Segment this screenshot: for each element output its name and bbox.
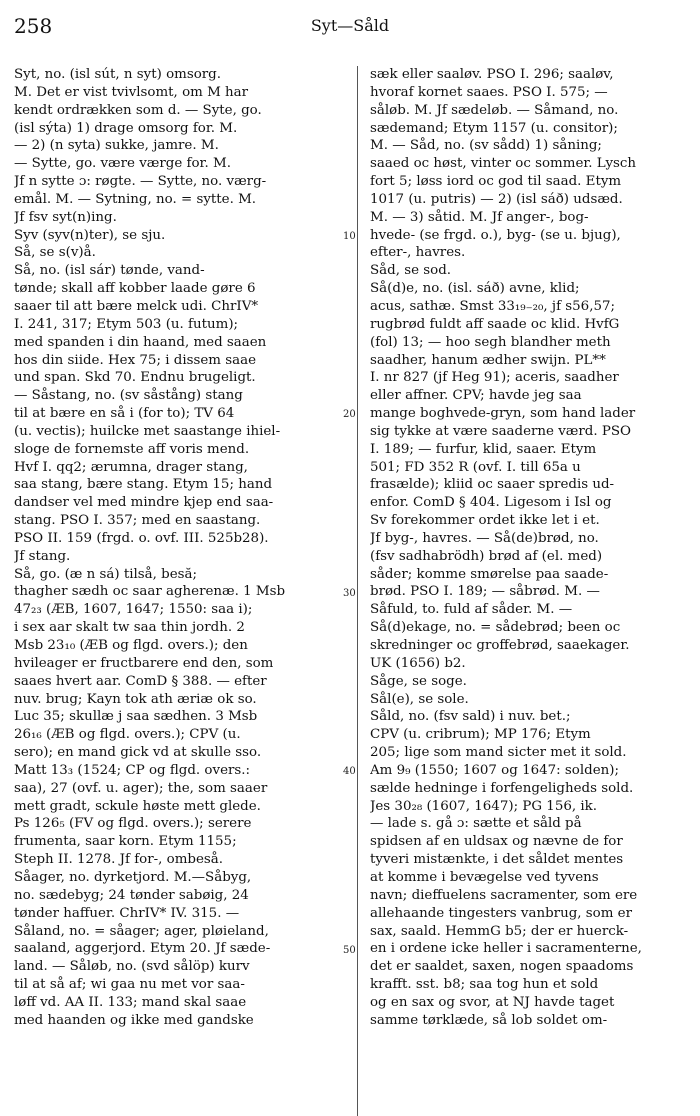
text-line: Såland, no. = såager; ager, pløieland, <box>14 923 269 939</box>
text-line: 1017 (u. putris) — 2) (isl sáð) udsæd. <box>370 191 623 207</box>
text-line: 501; FD 352 R (ovf. I. till 65a u <box>370 459 581 475</box>
text-line: saaes hvert aar. ComD § 388. — efter <box>14 673 267 689</box>
text-line: Såge, se soge. <box>370 673 467 689</box>
text-line: sædemand; Etym 1157 (u. consitor); <box>370 120 618 136</box>
text-line: sig tykke at være saaderne værd. PSO <box>370 423 632 439</box>
text-line: allehaande tingesters vanbrug, som er <box>370 905 633 921</box>
text-line: brød. PSO I. 189; — såbrød. M. — <box>370 584 600 600</box>
text-line: I. 241, 317; Etym 503 (u. futum); <box>14 316 239 332</box>
text-line: emål. M. — Sytning, no. = sytte. M. <box>14 191 257 207</box>
line-number-marker: 40 <box>343 766 356 778</box>
text-line: eller affner. CPV; havde jeg saa <box>370 388 582 404</box>
text-line: tyveri mistænkte, i det såldet mentes <box>370 852 624 868</box>
text-line: sæk eller saaløv. PSO I. 296; saaløv, <box>370 67 614 82</box>
text-line: M. Det er vist tvivlsomt, om M har <box>14 84 249 100</box>
text-line: navn; dieffuelens sacramenter, som ere <box>370 887 638 903</box>
text-line: kendt ordrækken som d. — Syte, go. <box>14 102 262 118</box>
text-line: dandser vel med mindre kjep end saa- <box>14 495 274 511</box>
text-line: M. — 3) såtid. M. Jf anger-, bog- <box>370 209 589 225</box>
text-line: skredninger oc groffebrød, saaekager. <box>370 638 630 653</box>
text-line: mange boghvede-gryn, som hand lader <box>370 406 636 422</box>
text-line: Am 9₉ (1550; 1607 og 1647: solden); <box>370 762 619 778</box>
text-line: efter-, havres. <box>370 245 466 261</box>
text-line: sloge de fornemste aff voris mend. <box>14 441 250 457</box>
text-line: rugbrød fuldt aff saade oc klid. HvfG <box>370 316 620 332</box>
text-line: hvoraf kornet saaes. PSO I. 575; — <box>370 84 608 100</box>
line-number-marker: 30 <box>343 587 356 599</box>
text-line: und span. Skd 70. Endnu brugeligt. <box>14 370 256 386</box>
running-head: Syt—Såld <box>310 16 390 35</box>
text-line: enfor. ComD § 404. Ligesom i Isl og <box>370 495 612 511</box>
text-line: Sål(e), se sole. <box>370 691 469 707</box>
text-line: mett gradt, sckule høste mett glede. <box>14 798 261 814</box>
text-line: saadher, hanum ædher swijn. PL** <box>370 352 606 368</box>
text-line: til at bære en så i (for to); TV 64 <box>14 406 235 422</box>
text-line: — Såstang, no. (sv såstång) stang <box>14 388 243 404</box>
text-line: krafft. sst. b8; saa tog hun et sold <box>370 977 599 993</box>
right-column <box>370 66 684 1030</box>
text-line: med spanden i din haand, med saaen <box>14 334 267 350</box>
text-line: M. — Såd, no. (sv sådd) 1) såning; <box>370 138 602 154</box>
text-line: en i ordene icke heller i sacramenterne, <box>370 941 642 957</box>
left-column <box>14 66 347 1030</box>
text-line: Så, se s(v)å. <box>14 245 96 261</box>
text-line: hvileager er fructbarere end den, som <box>14 655 274 671</box>
text-line: såder; komme smørelse paa saade- <box>370 566 609 582</box>
text-line: CPV (u. cribrum); MP 176; Etym <box>370 727 591 743</box>
text-line: Jf byg-, havres. — Så(de)brød, no. <box>370 530 599 546</box>
text-line: Ps 126₅ (FV og flgd. overs.); serere <box>14 816 252 832</box>
text-line: at komme i bevægelse ved tyvens <box>370 869 599 885</box>
text-line: frumenta, saar korn. Etym 1155; <box>14 834 237 850</box>
text-line: tønder haffuer. ChrIV* IV. 315. — <box>14 905 240 921</box>
column-divider <box>357 66 358 1116</box>
text-line: Såld, no. (fsv sald) i nuv. bet.; <box>370 709 571 725</box>
text-line: Såfuld, to. fuld af såder. M. — <box>370 602 573 618</box>
text-line: hos din siide. Hex 75; i dissem saae <box>14 352 256 368</box>
text-line: Så, no. (isl sár) tønde, vand- <box>14 263 205 279</box>
text-line: Sv forekommer ordet ikke let i et. <box>370 513 600 529</box>
text-line: land. — Såløb, no. (svd sålöp) kurv <box>14 959 250 975</box>
text-line: UK (1656) b2. <box>370 655 466 671</box>
text-line: 26₁₆ (ÆB og flgd. overs.); CPV (u. <box>14 727 241 743</box>
text-line: stang. PSO I. 357; med en saastang. <box>14 513 261 529</box>
text-line: saaer til att bære melck udi. ChrIV* <box>14 298 259 314</box>
text-line: acus, sathæ. Smst 33₁₉₋₂₀, jf s56,57; <box>370 298 616 314</box>
text-line: I. nr 827 (jf Heg 91); aceris, saadher <box>370 370 619 386</box>
text-line: med haanden og ikke med gandske <box>14 1012 254 1028</box>
text-line: såløb. M. Jf sædeløb. — Såmand, no. <box>370 102 619 118</box>
text-line: — lade s. gå ɔ: sætte et såld på <box>370 816 582 832</box>
text-line: (fol) 13; — hoo segh blandher meth <box>370 334 611 350</box>
text-line: 47₂₃ (ÆB, 1607, 1647; 1550: saa i); <box>14 602 253 618</box>
text-line: frasælde); kliid oc saaer spredis ud- <box>370 477 615 493</box>
line-number-marker: 50 <box>343 944 356 956</box>
text-line: Luc 35; skullæ j saa sædhen. 3 Msb <box>14 709 258 725</box>
text-line: PSO II. 159 (frgd. o. ovf. III. 525b28). <box>14 530 269 546</box>
text-line: I. 189; — furfur, klid, saaer. Etym <box>370 441 597 457</box>
text-line: løff vd. AA II. 133; mand skal saae <box>14 994 247 1010</box>
text-line: (fsv sadhabrödh) brød af (el. med) <box>370 548 603 564</box>
text-line: i sex aar skalt tw saa thin jordh. 2 <box>14 620 245 636</box>
line-number-marker: 20 <box>343 409 356 421</box>
text-line: 205; lige som mand sicter met it sold. <box>370 745 627 761</box>
text-line: sero); en mand gick vd at skulle sso. <box>14 745 262 761</box>
text-line: til at så af; wi gaa nu met vor saa- <box>14 977 245 993</box>
text-line: Jf n sytte ɔ: røgte. — Sytte, no. værg- <box>14 174 267 190</box>
text-line: Jf stang. <box>14 548 71 564</box>
text-line: no. sædebyg; 24 tønder sabøig, 24 <box>14 887 249 903</box>
text-line: tønde; skall aff kobber laade gøre 6 <box>14 281 256 297</box>
text-line: Matt 13₃ (1524; CP og flgd. overs.: <box>14 762 251 778</box>
text-line: det er saaldet, saxen, nogen spaadoms <box>370 959 634 975</box>
text-line: (isl sýta) 1) drage omsorg for. M. <box>14 120 238 136</box>
text-line: Syt, no. (isl sút, n syt) omsorg. <box>14 67 222 82</box>
text-line: samme tørklæde, så lob soldet om- <box>370 1012 608 1028</box>
text-line: Jes 30₂₈ (1607, 1647); PG 156, ik. <box>370 798 598 814</box>
text-line: hvede- (se frgd. o.), byg- (se u. bjug), <box>370 227 621 243</box>
text-line: Jf fsv syt(n)ing. <box>14 209 117 225</box>
text-line: Så(d)e, no. (isl. sáð) avne, klid; <box>370 281 580 297</box>
text-line: Såd, se sod. <box>370 263 452 279</box>
text-line: — 2) (n syta) sukke, jamre. M. <box>14 138 219 154</box>
text-line: Steph II. 1278. Jf for-, ombeså. <box>14 852 224 868</box>
text-line: Hvf I. qq2; ærumna, drager stang, <box>14 459 248 475</box>
text-line: og en sax og svor, at NJ havde taget <box>370 994 615 1010</box>
text-line: sælde hedninge i forfengeligheds sold. <box>370 780 634 796</box>
text-line: thagher sædh oc saar agherenæ. 1 Msb <box>14 584 286 600</box>
text-line: sax, saald. HemmG b5; der er huerck- <box>370 923 629 939</box>
text-line: fort 5; løss iord oc god til saad. Etym <box>370 174 622 190</box>
text-line: saaland, aggerjord. Etym 20. Jf sæde- <box>14 941 271 957</box>
page-number: 258 <box>14 14 53 38</box>
text-line: — Sytte, go. være værge for. M. <box>14 156 231 172</box>
text-line: Så, go. (æ n sá) tilså, besă; <box>14 566 198 582</box>
text-line: nuv. brug; Kayn tok ath æriæ ok so. <box>14 691 257 707</box>
text-line: Såager, no. dyrketjord. M.—Såbyg, <box>14 869 252 885</box>
text-line: saa stang, bære stang. Etym 15; hand <box>14 477 273 493</box>
text-line: saa), 27 (ovf. u. ager); the, som saaer <box>14 780 268 796</box>
text-line: saaed oc høst, vinter oc sommer. Lysch <box>370 156 637 172</box>
text-line: Så(d)ekage, no. = sådebrød; been oc <box>370 620 621 636</box>
page-header <box>14 14 686 40</box>
text-line: Msb 23₁₀ (ÆB og flgd. overs.); den <box>14 638 248 653</box>
text-line: Syv (syv(n)ter), se sju. <box>14 227 166 243</box>
text-line: (u. vectis); huilcke met saastange ihiel- <box>14 423 281 439</box>
text-line: spidsen af en uldsax og nævne de for <box>370 834 623 850</box>
line-number-marker: 10 <box>343 230 356 242</box>
